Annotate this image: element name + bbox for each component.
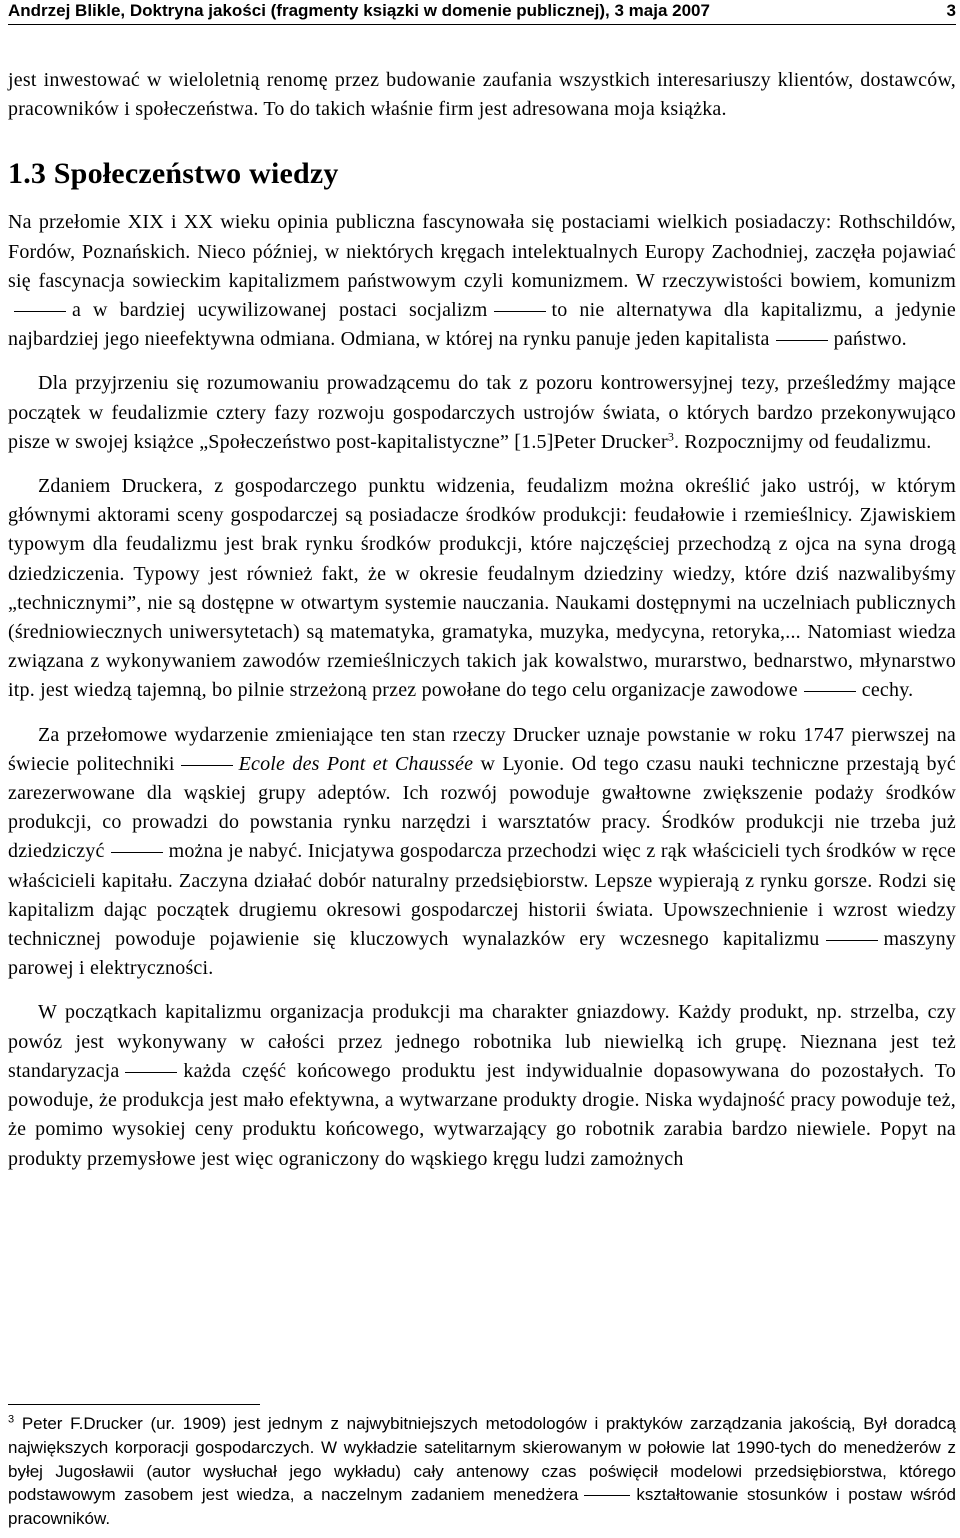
p5-text-b: każda część końcowego produktu jest indywidualnie dopasowywana do pozostałych. To powoduje, że produkcja jest mało efektywna, a wytwarzane produkty drogie. Niska wydajność pracy powoduje też, że pomimo wysokiej ceny produktu końcowego, wytwarzający go robotnik zarabia bardzo niewiele. Popyt na produkty przemysłowe jest więc ograniczony do wąskiego kręgu ludzi zamożnych: [8, 1059, 956, 1170]
p5-text-a: W początkach kapitalizmu organizacja produkcji ma charakter gniazdowy. Każdy produkt, np. strzelba, czy powóz jest wykonywany w całości przez jednego robotnika lub niewielką ich grupę. Nieznana jest też standaryzacja: [8, 1001, 956, 1082]
em-dash: [14, 311, 66, 312]
em-dash: [111, 852, 163, 853]
em-dash: [181, 765, 233, 766]
em-dash: [584, 1495, 630, 1496]
em-dash: [125, 1072, 177, 1073]
section-heading: 1.3 Społeczeństwo wiedzy: [8, 157, 339, 191]
p1-text-b: a w bardziej ucywilizowanej postaci socjalizm: [72, 299, 488, 322]
p1-text-c: to nie alternatywa dla kapitalizmu, a jedynie najbardziej jego nieefektywna odmiana. Odmiana, w której na rynku panuje jeden kapitalista: [8, 299, 956, 351]
footnote-reference[interactable]: 3: [667, 429, 675, 444]
p3-text-b: cechy.: [861, 679, 914, 702]
p4-text-b: w Lyonie. Od tego czasu nauki techniczne przestają być zarezerwowane dla wąskiej grupy adeptów. Ich rozwój powoduje gwałtowne zwiększenie podaży środków produkcji, co prowadzi do powstania rynku narzędzi i warsztatów pracy. Środków produkcji nie trzeba już dziedziczyć: [8, 752, 956, 863]
p2-tail: . Rozpocznijmy od feudalizmu.: [674, 430, 932, 453]
p2-text: Dla przyjrzeniu się rozumowaniu prowadzącemu do tak z pozoru kontrowersyjnej tezy, prześledźmy mające początek w feudalizmie cztery fazy rozwoju gospodarczych ustrojów świata, o których bardzo przekonywująco pisze w swojej książce „Społeczeństwo post-kapitalistyczne” [1.5]Peter Drucker: [8, 372, 956, 453]
running-header: [8, 0, 956, 25]
em-dash: [776, 340, 828, 341]
paragraph-4: [8, 721, 956, 984]
footnote: [8, 1412, 956, 1531]
footnote-text-a: Peter F.Drucker (ur. 1909) jest jednym z najwybitniejszych metodologów i praktyków zarządzania jakością, Był doradcą największych korporacji gospodarczych. W wykładzie satelitarnym skierowanym w połowie lat 1990-tych do menedżerów z byłej Jugosławii (autor wysłuchał jego wykładu) cały antenowy czas poświęcił modelowi przedsiębiorstwa, którego podstawowym zasobem jest wiedza, a naczelnym zadaniem menedżera: [8, 1414, 956, 1505]
p4-text-d: maszyny parowej i elektryczności.: [8, 928, 956, 980]
p1-text-d: państwo.: [833, 328, 907, 351]
paragraph-1: [8, 208, 956, 354]
p4-italic-title: Ecole des Pont et Chaussée: [238, 752, 474, 775]
document-page: [8, 0, 956, 1538]
em-dash: [826, 940, 878, 941]
body-text: [8, 66, 956, 1174]
intro-paragraph: jest inwestować w wieloletnią renomę przez budowanie zaufania wszystkich interesariuszy klientów, dostawców, pracowników i społeczeństwa. To do takich właśnie firm jest adresowana moja książka.: [8, 69, 956, 121]
p4-text-c: można je nabyć. Inicjatywa gospodarcza przechodzi więc z rąk właścicieli tych środków w ręce właścicieli kapitału. Zaczyna działać dobór naturalny przedsiębiorstw. Lepsze wypierają z rynku gorsze. Rodzi się kapitalizm dając początek drugiemu okresowi gospodarczej historii świata. Upowszechnienie i wzrost wiedzy technicznej powoduje pojawienie się kluczowych wynalazków ery wczesnego kapitalizmu: [8, 840, 956, 951]
page-number: 3: [946, 1, 956, 20]
footnote-text-b: kształtowanie stosunków i postaw wśród pracowników.: [8, 1485, 957, 1529]
paragraph-2: [8, 369, 956, 457]
p3-text-a: Zdaniem Druckera, z gospodarczego punktu widzenia, feudalizm można określić jako ustrój, w którym głównymi aktorami sceny gospodarczej są posiadacze środków produkcji: feudałowie i rzemieślnicy. Zjawiskiem typowym dla feudalizmu jest brak rynku środków produkcji, które najczęściej przechodzą z ojca na syna drogą dziedziczenia. Typowy jest również fakt, że w okresie feudalnym dziedziny wiedzy, które dziś nazwalibyśmy „technicznymi”, nie są dostępne w otwartym systemie nauczania. Naukami dostępnymi na uczelniach publicznych (średniowiecznych uniwersytetach) są matematyka, gramatyka, muzyka, medycyna, retoryka,... Natomiast wiedza związana z wykonywaniem zawodów rzemieślniczych takich jak kowalstwo, murarstwo, bednarstwo, młynarstwo itp. jest wiedzą tajemną, bo pilnie strzeżoną przez powołane do tego celu organizacje zawodowe: [8, 475, 956, 702]
footnote-separator: [8, 1404, 260, 1405]
p4-text-a: Za przełomowe wydarzenie zmieniające ten stan rzeczy Drucker uznaje powstanie w roku 1747 pierwszej na świecie politechniki: [8, 723, 956, 775]
footnote-mark: 3: [8, 1413, 15, 1426]
em-dash: [494, 311, 546, 312]
paragraph-5: [8, 998, 956, 1173]
p1-text-a: Na przełomie XIX i XX wieku opinia publiczna fascynowała się postaciami wielkich posiadaczy: Rothschildów, Fordów, Poznańskich. Nieco później, w niektórych kręgach intelektualnych Europy Zachodniej, zaczęła pojawiać się fascynacja sowieckim kapitalizmem państwowym czyli komunizmem. W rzeczywistości bowiem, komunizm: [8, 211, 956, 292]
header-title: Andrzej Blikle, Doktryna jakości (fragmenty ksiązki w domenie publicznej), 3 maja 2007: [8, 1, 710, 20]
paragraph-3: [8, 472, 956, 706]
em-dash: [804, 691, 856, 692]
